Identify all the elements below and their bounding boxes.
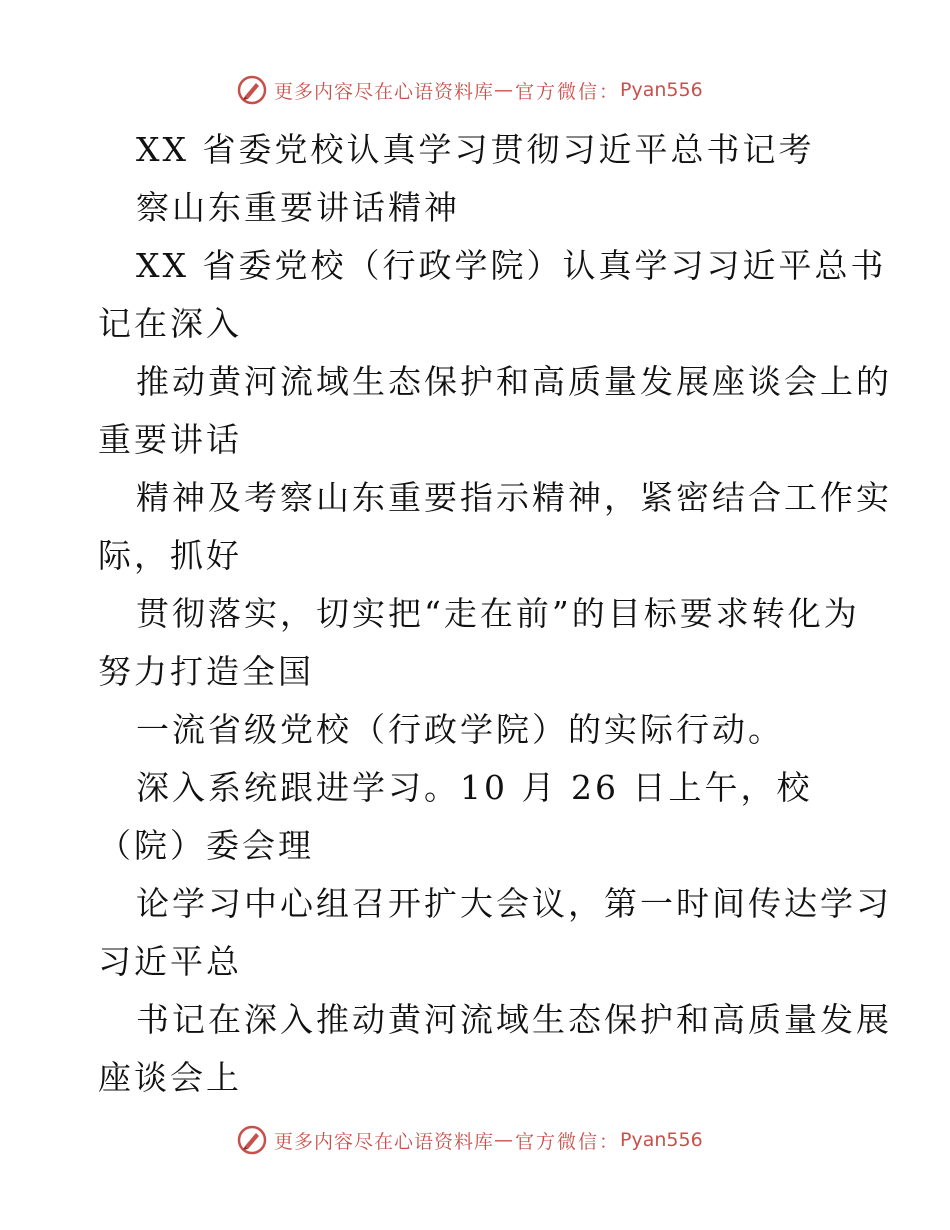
- text-line: 努力打造全国: [98, 652, 314, 691]
- text-line: XX 省委党校认真学习贯彻习近平总书记考: [136, 130, 815, 169]
- header-watermark: [236, 72, 703, 108]
- text-line: 深入系统跟进学习。10 月 26 日上午，校: [136, 768, 813, 807]
- watermark-main-text: 更多内容尽在心语资料库: [274, 1130, 495, 1153]
- text-line: 贯彻落实，切实把“走在前”的目标要求转化为: [136, 594, 860, 633]
- watermark-dash: —: [494, 1129, 514, 1151]
- watermark-wechat-id: Pyan556: [620, 1129, 703, 1151]
- text-line: 重要讲话: [98, 420, 242, 459]
- watermark-main-text: 更多内容尽在心语资料库: [274, 80, 495, 103]
- watermark-sub-text: 官方微信：: [515, 1130, 621, 1153]
- text-line: （院）委会理: [98, 826, 314, 865]
- footer-watermark: [236, 1122, 703, 1158]
- text-line: 察山东重要讲话精神: [136, 188, 460, 227]
- watermark-dash: —: [494, 79, 514, 101]
- text-line: XX 省委党校（行政学院）认真学习习近平总书: [136, 246, 887, 285]
- text-line: 记在深入: [98, 304, 242, 343]
- text-line: 精神及考察山东重要指示精神，紧密结合工作实: [136, 478, 892, 517]
- text-line: 座谈会上: [98, 1058, 242, 1097]
- pen-logo-icon: [236, 74, 268, 106]
- watermark-sub-text: 官方微信：: [515, 80, 621, 103]
- pen-logo-icon: [236, 1124, 268, 1156]
- watermark-wechat-id: Pyan556: [620, 79, 703, 101]
- text-line: 书记在深入推动黄河流域生态保护和高质量发展: [136, 1000, 892, 1039]
- text-line: 论学习中心组召开扩大会议，第一时间传达学习: [136, 884, 892, 923]
- text-line: 习近平总: [98, 942, 242, 981]
- text-line: 际，抓好: [98, 536, 242, 575]
- text-line: 推动黄河流域生态保护和高质量发展座谈会上的: [136, 362, 892, 401]
- text-line: 一流省级党校（行政学院）的实际行动。: [136, 710, 784, 749]
